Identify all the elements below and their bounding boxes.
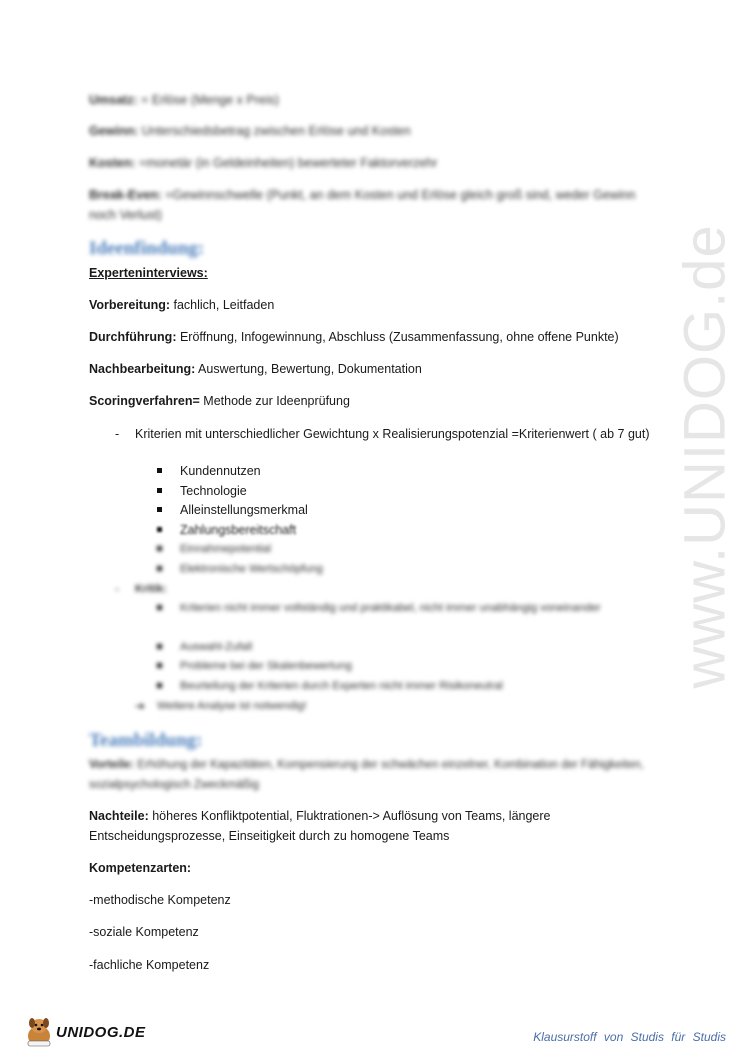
durchfuehrung-line — [89, 327, 649, 347]
kriterien-text: Kriterien mit unterschiedlicher Gewichtung x Realisierungspotenzial =Kriterienwert ( ab 7 gut) — [135, 427, 650, 441]
square-bullet — [157, 663, 162, 668]
nachteile-text: höheres Konfliktpotential, Fluktrationen-> Auflösung von Teams, längere Entscheidungsprozesse, Einseitigkeit durch zu homogene Teams — [89, 809, 551, 843]
kritik-text: Auswahl-Zufall — [180, 641, 253, 653]
criteria-text: Alleinstellungsmerkmal — [180, 503, 308, 517]
vorbereitung-text: fachlich, Leitfaden — [170, 298, 275, 312]
kosten-text: =monetär (in Geldeinheiten) bewerteter Faktorverzehr — [139, 156, 438, 170]
scoring-text: Methode zur Ideenprüfung — [199, 394, 350, 408]
square-bullet — [157, 488, 162, 493]
heading-teambildung: Teambildung: — [89, 730, 203, 751]
watermark: www.UNIDOG.de — [672, 224, 738, 689]
criteria-text: Elektronische Wertschöpfung — [180, 563, 323, 575]
vorteile-term: Vorteile: — [89, 759, 135, 771]
umsatz-text: = Erlöse (Menge x Preis) — [141, 93, 280, 107]
criteria-text: Kundennutzen — [180, 464, 261, 478]
criteria-text: Technologie — [180, 484, 247, 498]
criteria-text: Einnahmepotential — [180, 543, 272, 555]
square-bullet — [157, 644, 162, 649]
analysis-note-text: Weitere Analyse ist notwendig! — [157, 700, 307, 712]
kosten-line — [89, 153, 649, 173]
dog-mascot-icon — [22, 1014, 56, 1050]
kritik-text: Beurteilung der Kriterien durch Experten nicht immer Risikoneutral — [180, 680, 503, 692]
heading-ideenfindung: Ideenfindung: — [89, 238, 205, 259]
scoring-line — [89, 391, 649, 411]
vorbereitung-line — [89, 295, 649, 315]
break-even-line — [89, 185, 649, 225]
square-bullet — [157, 546, 162, 551]
kritik-text: Probleme bei der Skalenbewertung — [180, 660, 352, 672]
dash-bullet: - — [115, 427, 120, 441]
durchfuehrung-term: Durchführung: — [89, 330, 177, 344]
square-bullet — [157, 468, 162, 473]
square-bullet — [157, 507, 162, 512]
arrow-icon: ➔ — [135, 699, 146, 713]
durchfuehrung-text: Eröffnung, Infogewinnung, Abschluss (Zusammenfassung, ohne offene Punkte) — [176, 330, 619, 344]
footer-tagline: Klausurstoff von Studis für Studis — [533, 1030, 726, 1044]
umsatz-term: Umsatz: — [89, 93, 138, 107]
gewinn-text: Unterschiedsbetrag zwischen Erlöse und Kosten — [141, 124, 411, 138]
kosten-term: Kosten: — [89, 156, 136, 170]
gewinn-term: Gewinn: — [89, 124, 139, 138]
kompetenz-sozial: -soziale Kompetenz — [89, 925, 199, 939]
nachteile-term: Nachteile: — [89, 809, 149, 823]
vorteile-text: Erhöhung der Kapazitäten, Kompensierung der schwächen einzelner, Kombination der Fähigkeiten, sozialpsychologisch Zweckmäßig — [89, 759, 644, 791]
logo-text: UNIDOG.DE — [56, 1024, 146, 1041]
square-bullet — [157, 605, 162, 610]
kritik-label: Kritik: — [135, 583, 167, 595]
kompetenzarten-heading: Kompetenzarten: — [89, 861, 192, 875]
umsatz-line — [89, 90, 649, 110]
break-even-text: =Gewinnschwelle (Punkt, an dem Kosten und Erlöse gleich groß sind, weder Gewinn noch Verlust) — [89, 188, 636, 222]
scoring-term: Scoringverfahren= — [89, 394, 200, 408]
square-bullet — [157, 683, 162, 688]
vorteile-line — [89, 755, 649, 795]
nachbearbeitung-line — [89, 359, 649, 379]
criteria-text: Zahlungsbereitschaft — [180, 523, 297, 537]
kompetenz-methodisch: -methodische Kompetenz — [89, 893, 231, 907]
break-even-term: Break-Even: — [89, 188, 162, 202]
square-bullet — [157, 527, 162, 532]
nachteile-line — [89, 806, 649, 846]
nachbearbeitung-term: Nachbearbeitung: — [89, 362, 196, 376]
nachbearbeitung-text: Auswertung, Bewertung, Dokumentation — [195, 362, 422, 376]
square-bullet — [157, 566, 162, 571]
dash-bullet: - — [115, 582, 120, 596]
vorbereitung-term: Vorbereitung: — [89, 298, 171, 312]
sub-heading-experteninterviews: Experteninterviews: — [89, 266, 208, 280]
kompetenz-fachlich: -fachliche Kompetenz — [89, 958, 210, 972]
gewinn-line — [89, 121, 649, 141]
kritik-text: Kriterien nicht immer vollständig und praktikabel, nicht immer unabhängig voneinander — [180, 602, 601, 614]
